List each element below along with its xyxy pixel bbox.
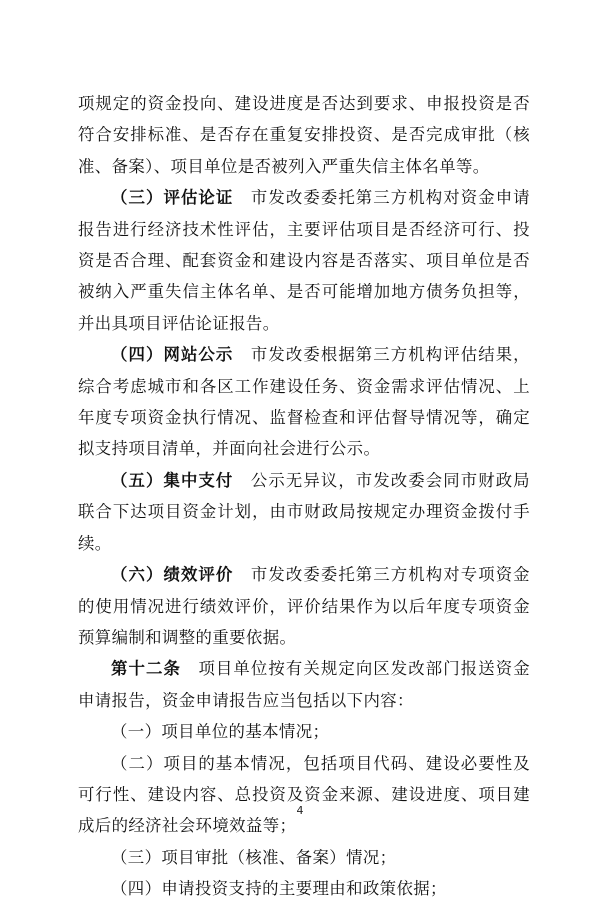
paragraph-text: 市发改委根据第三方机构评估结果，综合考虑城市和各区工作建设任务、资金需求评估情况、上年度专项资金执行情况、监督检查和评估督导情况等，确定拟支持项目清单，并面向社会进行公示。 xyxy=(78,345,530,459)
section-heading-publicity: （四）网站公示 xyxy=(111,345,234,365)
list-item xyxy=(78,873,530,904)
list-item xyxy=(78,748,530,842)
paragraph-text: 市发改委委托第三方机构对资金申请报告进行经济技术性评估，主要评估项目是否经济可行、投资是否合理、配套资金和建设内容是否落实、项目单位是否被纳入严重失信主体名单、是否可能增加地方债务负担等，并出具项目评估论证报告。 xyxy=(78,188,530,333)
list-item-text: （三）项目审批（核准、备案）情况； xyxy=(111,847,397,867)
list-item-text: （一）项目单位的基本情况； xyxy=(111,722,330,742)
paragraph-payment xyxy=(78,465,530,559)
paragraph-evaluation xyxy=(78,182,530,339)
paragraph-text: 项规定的资金投向、建设进度是否达到要求、申报投资是否符合安排标准、是否存在重复安排投资、是否完成审批（核准、备案）、项目单位是否被列入严重失信主体名单等。 xyxy=(78,94,530,176)
document-page xyxy=(78,88,530,905)
article-twelve xyxy=(78,653,530,716)
list-item xyxy=(78,842,530,873)
section-heading-payment: （五）集中支付 xyxy=(111,470,234,490)
section-heading-evaluation: （三）评估论证 xyxy=(111,188,234,208)
paragraph-text: 项目单位按有关规定向区发改部门报送资金申请报告，资金申请报告应当包括以下内容： xyxy=(78,659,530,710)
paragraph-text: 公示无异议，市发改委会同市财政局联合下达项目资金计划，由市财政局按规定办理资金拨付手续。 xyxy=(78,470,530,553)
article-heading-twelve: 第十二条 xyxy=(111,659,181,679)
list-item-text: （四）申请投资支持的主要理由和政策依据； xyxy=(111,879,447,899)
paragraph-publicity xyxy=(78,339,530,465)
list-item-text: （二）项目的基本情况，包括项目代码、建设必要性及可行性、建设内容、总投资及资金来源、建设进度、项目建成后的经济社会环境效益等； xyxy=(78,753,530,836)
section-heading-performance: （六）绩效评价 xyxy=(111,565,234,585)
list-item xyxy=(78,716,530,747)
paragraph-continuation xyxy=(78,88,530,182)
page-number: 4 xyxy=(296,804,304,817)
paragraph-text: 市发改委委托第三方机构对专项资金的使用情况进行绩效评价，评价结果作为以后年度专项资金预算编制和调整的重要依据。 xyxy=(78,565,530,647)
paragraph-performance xyxy=(78,559,530,653)
